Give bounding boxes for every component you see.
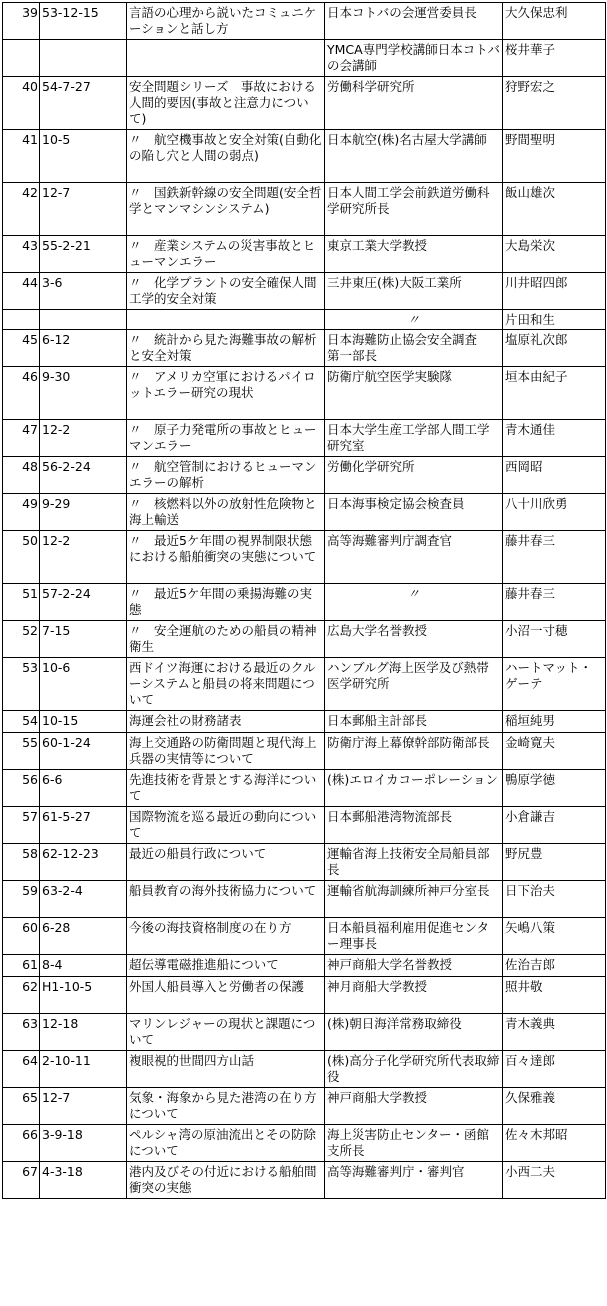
no-cell: 52: [3, 621, 40, 658]
no-cell: 66: [3, 1125, 40, 1162]
affiliation-cell: 三井東圧(株)大阪工業所: [325, 273, 503, 310]
no-cell: 61: [3, 955, 40, 977]
affiliation-cell: 日本人間工学会前鉄道労働科学研究所長: [325, 183, 503, 236]
no-cell: 41: [3, 130, 40, 183]
name-cell: 野尻豊: [503, 844, 606, 881]
name-cell: 佐々木邦昭: [503, 1125, 606, 1162]
title-cell: 今後の海技資格制度の在り方: [127, 918, 325, 955]
name-cell: 藤井春三: [503, 584, 606, 621]
affiliation-cell: 日本航空(株)名古屋大学講師: [325, 130, 503, 183]
no-cell: 40: [3, 77, 40, 130]
name-cell: 照井敬: [503, 977, 606, 1014]
table-row: [3, 711, 606, 733]
affiliation-cell: 東京工業大学教授: [325, 236, 503, 273]
title-cell: 〃 航空機事故と安全対策(自動化の陥し穴と人間の弱点): [127, 130, 325, 183]
date-cell: 55-2-21: [40, 236, 127, 273]
name-cell: 矢嶋八策: [503, 918, 606, 955]
name-cell: ハートマット・ゲーテ: [503, 658, 606, 711]
table-row: [3, 183, 606, 236]
date-cell: 12-7: [40, 183, 127, 236]
date-cell: 12-7: [40, 1088, 127, 1125]
date-cell: 62-12-23: [40, 844, 127, 881]
title-cell: 〃 アメリカ空軍におけるパイロットエラー研究の現状: [127, 367, 325, 420]
affiliation-cell: 〃: [325, 584, 503, 621]
table-row: [3, 733, 606, 770]
table-row: [3, 1051, 606, 1088]
no-cell: 42: [3, 183, 40, 236]
date-cell: 56-2-24: [40, 457, 127, 494]
date-cell: 6-28: [40, 918, 127, 955]
date-cell: 2-10-11: [40, 1051, 127, 1088]
affiliation-cell: 高等海難審判庁・審判官: [325, 1162, 503, 1199]
title-cell: 〃 国鉄新幹線の安全問題(安全哲学とマンマシンシステム): [127, 183, 325, 236]
title-cell: 〃 統計から見た海難事故の解析と安全対策: [127, 330, 325, 367]
date-cell: 6-6: [40, 770, 127, 807]
no-cell: 67: [3, 1162, 40, 1199]
name-cell: 野間聖明: [503, 130, 606, 183]
title-cell: 船員教育の海外技術協力について: [127, 881, 325, 918]
name-cell: 鴨原学徳: [503, 770, 606, 807]
affiliation-cell: YMCA専門学校講師日本コトバの会講師: [325, 40, 503, 77]
title-cell: 先進技術を背景とする海洋について: [127, 770, 325, 807]
affiliation-cell: 日本船員福利雇用促進センター理事長: [325, 918, 503, 955]
table-row: [3, 844, 606, 881]
name-cell: 小西二夫: [503, 1162, 606, 1199]
no-cell: 57: [3, 807, 40, 844]
table-row: [3, 1014, 606, 1051]
title-cell: 〃 産業システムの災害事故とヒューマンエラー: [127, 236, 325, 273]
name-cell: 八十川欣勇: [503, 494, 606, 531]
name-cell: 小沼一寸穂: [503, 621, 606, 658]
title-cell: 気象・海象から見た港湾の在り方について: [127, 1088, 325, 1125]
name-cell: 日下治夫: [503, 881, 606, 918]
no-cell: 64: [3, 1051, 40, 1088]
title-cell: 言語の心理から説いたコミュニケーションと話し方: [127, 3, 325, 40]
date-cell: 53-12-15: [40, 3, 127, 40]
no-cell: 47: [3, 420, 40, 457]
name-cell: 塩原礼次郎: [503, 330, 606, 367]
affiliation-cell: 運輸省航海訓練所神戸分室長: [325, 881, 503, 918]
table-row: [3, 273, 606, 310]
affiliation-cell: ハンブルグ海上医学及び熱帯医学研究所: [325, 658, 503, 711]
date-cell: 3-6: [40, 273, 127, 310]
date-cell: 8-4: [40, 955, 127, 977]
affiliation-cell: 神月商船大学教授: [325, 977, 503, 1014]
affiliation-cell: 日本コトバの会運営委員長: [325, 3, 503, 40]
date-cell: 3-9-18: [40, 1125, 127, 1162]
affiliation-cell: 日本海難防止協会安全調査 第一部長: [325, 330, 503, 367]
no-cell: 45: [3, 330, 40, 367]
title-cell: 〃 化学プラントの安全確保人間工学的安全対策: [127, 273, 325, 310]
name-cell: 百々達郎: [503, 1051, 606, 1088]
table-row: [3, 1125, 606, 1162]
name-cell: 西岡昭: [503, 457, 606, 494]
name-cell: 大島栄次: [503, 236, 606, 273]
affiliation-cell: 日本郵船主計部長: [325, 711, 503, 733]
affiliation-cell: 広島大学名誉教授: [325, 621, 503, 658]
name-cell: 青木義典: [503, 1014, 606, 1051]
title-cell: 〃 原子力発電所の事故とヒューマンエラー: [127, 420, 325, 457]
title-cell: 超伝導電磁推進船について: [127, 955, 325, 977]
title-cell: 海運会社の財務諸表: [127, 711, 325, 733]
affiliation-cell: 日本海事検定協会検査員: [325, 494, 503, 531]
affiliation-cell: 海上災害防止センター・函館支所長: [325, 1125, 503, 1162]
name-cell: 藤井春三: [503, 531, 606, 584]
name-cell: 川井昭四郎: [503, 273, 606, 310]
table-row: [3, 236, 606, 273]
affiliation-cell: 労働化学研究所: [325, 457, 503, 494]
title-cell: 複眼視的世間四方山話: [127, 1051, 325, 1088]
title-cell: 港内及びその付近における船舶間衝突の実態: [127, 1162, 325, 1199]
title-cell: [127, 310, 325, 330]
table-row: [3, 130, 606, 183]
no-cell: 54: [3, 711, 40, 733]
table-row: [3, 494, 606, 531]
name-cell: 久保雅義: [503, 1088, 606, 1125]
table-row: [3, 918, 606, 955]
name-cell: 桜井華子: [503, 40, 606, 77]
no-cell: 50: [3, 531, 40, 584]
name-cell: 稲垣純男: [503, 711, 606, 733]
no-cell: [3, 40, 40, 77]
no-cell: 62: [3, 977, 40, 1014]
table-row: [3, 531, 606, 584]
no-cell: 48: [3, 457, 40, 494]
title-cell: 〃 核燃料以外の放射性危険物と海上輸送: [127, 494, 325, 531]
date-cell: 61-5-27: [40, 807, 127, 844]
title-cell: 〃 最近5ケ年間の乗揚海難の実態: [127, 584, 325, 621]
title-cell: 国際物流を巡る最近の動向について: [127, 807, 325, 844]
name-cell: 片田和生: [503, 310, 606, 330]
affiliation-cell: 防衛庁航空医学実験隊: [325, 367, 503, 420]
name-cell: 小倉謙吉: [503, 807, 606, 844]
table-body: [3, 3, 606, 1199]
affiliation-cell: 日本郵船港湾物流部長: [325, 807, 503, 844]
table-row: [3, 367, 606, 420]
table-row: [3, 1162, 606, 1199]
no-cell: 58: [3, 844, 40, 881]
name-cell: 狩野宏之: [503, 77, 606, 130]
date-cell: 7-15: [40, 621, 127, 658]
name-cell: 佐治吉郎: [503, 955, 606, 977]
no-cell: [3, 310, 40, 330]
no-cell: 46: [3, 367, 40, 420]
date-cell: 63-2-4: [40, 881, 127, 918]
table-row: [3, 1088, 606, 1125]
name-cell: 大久保忠利: [503, 3, 606, 40]
table-row: [3, 621, 606, 658]
table-row: [3, 40, 606, 77]
date-cell: 10-15: [40, 711, 127, 733]
no-cell: 49: [3, 494, 40, 531]
name-cell: 垣本由紀子: [503, 367, 606, 420]
table-row: [3, 807, 606, 844]
name-cell: 飯山雄次: [503, 183, 606, 236]
table-row: [3, 420, 606, 457]
table-row: [3, 3, 606, 40]
title-cell: 西ドイツ海運における最近のクルーシステムと船員の将来問題について: [127, 658, 325, 711]
affiliation-cell: (株)エロイカコーポレーション: [325, 770, 503, 807]
title-cell: マリンレジャーの現状と課題について: [127, 1014, 325, 1051]
no-cell: 55: [3, 733, 40, 770]
title-cell: ペルシャ湾の原油流出とその防除について: [127, 1125, 325, 1162]
affiliation-cell: 日本大学生産工学部人間工学研究室: [325, 420, 503, 457]
date-cell: 10-5: [40, 130, 127, 183]
no-cell: 63: [3, 1014, 40, 1051]
affiliation-cell: 神戸商船大学教授: [325, 1088, 503, 1125]
affiliation-cell: 〃: [325, 310, 503, 330]
title-cell: 〃 航空管制におけるヒューマンエラーの解析: [127, 457, 325, 494]
date-cell: 12-2: [40, 531, 127, 584]
no-cell: 65: [3, 1088, 40, 1125]
date-cell: 6-12: [40, 330, 127, 367]
table-row: [3, 955, 606, 977]
no-cell: 56: [3, 770, 40, 807]
no-cell: 60: [3, 918, 40, 955]
date-cell: [40, 310, 127, 330]
title-cell: 海上交通路の防衛問題と現代海上兵器の実情等について: [127, 733, 325, 770]
title-cell: 外国人船員導入と労働者の保護: [127, 977, 325, 1014]
affiliation-cell: (株)高分子化学研究所代表取締役: [325, 1051, 503, 1088]
title-cell: 〃 安全運航のための船員の精神衛生: [127, 621, 325, 658]
table-row: [3, 457, 606, 494]
date-cell: 12-18: [40, 1014, 127, 1051]
table-row: [3, 584, 606, 621]
date-cell: [40, 40, 127, 77]
no-cell: 53: [3, 658, 40, 711]
affiliation-cell: 神戸商船大学名誉教授: [325, 955, 503, 977]
table-row: [3, 77, 606, 130]
date-cell: 10-6: [40, 658, 127, 711]
affiliation-cell: 労働科学研究所: [325, 77, 503, 130]
no-cell: 44: [3, 273, 40, 310]
title-cell: 〃 最近5ケ年間の視界制限状態における船舶衝突の実態について: [127, 531, 325, 584]
title-cell: 安全問題シリーズ 事故における人間的要因(事故と注意力について): [127, 77, 325, 130]
table-row: [3, 310, 606, 330]
date-cell: 9-30: [40, 367, 127, 420]
date-cell: 9-29: [40, 494, 127, 531]
date-cell: 57-2-24: [40, 584, 127, 621]
table-row: [3, 658, 606, 711]
affiliation-cell: 防衛庁海上幕僚幹部防衛部長: [325, 733, 503, 770]
date-cell: H1-10-5: [40, 977, 127, 1014]
no-cell: 51: [3, 584, 40, 621]
name-cell: 青木通佳: [503, 420, 606, 457]
date-cell: 54-7-27: [40, 77, 127, 130]
name-cell: 金崎寛夫: [503, 733, 606, 770]
title-cell: [127, 40, 325, 77]
table-row: [3, 330, 606, 367]
title-cell: 最近の船員行政について: [127, 844, 325, 881]
date-cell: 12-2: [40, 420, 127, 457]
no-cell: 43: [3, 236, 40, 273]
no-cell: 59: [3, 881, 40, 918]
no-cell: 39: [3, 3, 40, 40]
table-row: [3, 977, 606, 1014]
date-cell: 4-3-18: [40, 1162, 127, 1199]
affiliation-cell: 運輸省海上技術安全局船員部長: [325, 844, 503, 881]
affiliation-cell: 高等海難審判庁調査官: [325, 531, 503, 584]
table-row: [3, 770, 606, 807]
affiliation-cell: (株)朝日海洋常務取締役: [325, 1014, 503, 1051]
table-row: [3, 881, 606, 918]
lecture-table: [2, 2, 606, 1199]
date-cell: 60-1-24: [40, 733, 127, 770]
